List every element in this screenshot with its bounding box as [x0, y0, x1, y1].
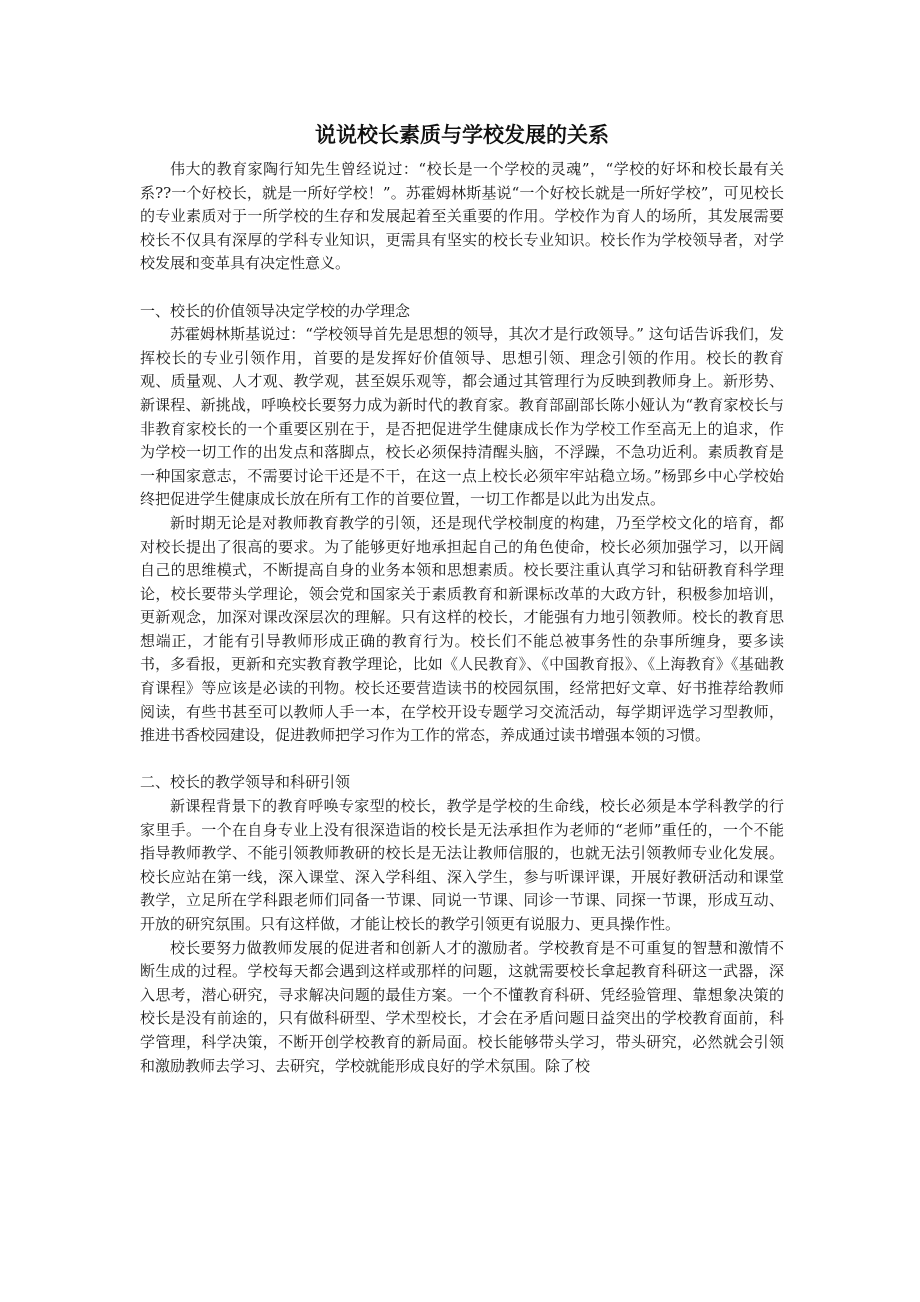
section-2-heading: 二、校长的教学领导和科研引领	[140, 773, 351, 792]
section-1-paragraph-1: 苏霍姆林斯基说过：“学校领导首先是思想的领导，其次才是行政领导。” 这句话告诉我们，发挥校长的专业引领作用，首要的是发挥好价值领导、思想引领、理念引领的作用。校长的教育观、质量观、人才观、教学观，甚至娱乐观等，都会通过其管理行为反映到教师身上。新形势、新课程、新挑战，呼唤校长要努力成为新时代的教育家。教育部副部长陈小娅认为“教育家校长与非教育家校长的一个重要区别在于，是否把促进学生健康成长作为学校工作至高无上的追求，作为学校一切工作的出发点和落脚点，校长必须保持清醒头脑，不浮躁，不急功近利。素质教育是一种国家意志，不需要讨论干还是不干，在这一点上校长必须牢牢站稳立场。”杨郢乡中心学校始终把促进学生健康成长放在所有工作的首要位置，一切工作都是以此为出发点。	[140, 325, 784, 509]
section-1-paragraph-2: 新时期无论是对教师教育教学的引领，还是现代学校制度的构建，乃至学校文化的培育，都对校长提出了很高的要求。为了能够更好地承担起自己的角色使命，校长必须加强学习，以开阔自己的思维模式，不断提高自身的业务本领和思想素质。校长要注重认真学习和钻研教育科学理论，校长要带头学理论，领会党和国家关于素质教育和新课标改革的大政方针，积极参加培训，更新观念，加深对课改深层次的理解。只有这样的校长，才能强有力地引领教师。校长的教育思想端正，才能有引导教师形成正确的教育行为。校长们不能总被事务性的杂事所缠身，要多读书，多看报，更新和充实教育教学理论，比如《人民教育》、《中国教育报》、《上海教育》《基础教育课程》等应该是必读的刊物。校长还要营造读书的校园氛围，经常把好文章、好书推荐给教师阅读，有些书甚至可以教师人手一本，在学校开设专题学习交流活动，每学期评选学习型教师，推进书香校园建设，促进教师把学习作为工作的常态，养成通过读书增强本领的习惯。	[140, 513, 784, 745]
document-title: 说说校长素质与学校发展的关系	[315, 123, 609, 147]
document-page	[140, 118, 784, 1078]
section-2-paragraph-2: 校长要努力做教师发展的促进者和创新人才的激励者。学校教育是不可重复的智慧和激情不断生成的过程。学校每天都会遇到这样或那样的问题，这就需要校长拿起教育科研这一武器，深入思考，潜心研究，寻求解决问题的最佳方案。一个不懂教育科研、凭经验管理、靠想象决策的校长是没有前途的，只有做科研型、学术型校长，才会在矛盾问题日益突出的学校教育面前，科学管理，科学决策，不断开创学校教育的新局面。校长能够带头学习，带头研究，必然就会引领和激励教师去学习、去研究，学校就能形成良好的学术氛围。除了校	[140, 938, 784, 1075]
paragraph-gap	[140, 748, 784, 772]
paragraph-gap	[140, 276, 784, 300]
section-2-paragraph-1: 新课程背景下的教育呼唤专家型的校长，教学是学校的生命线，校长必须是本学科教学的行家里手。一个在自身专业上没有很深造诣的校长是无法承担作为老师的“老师”重任的，一个不能指导教师教学、不能引领教师教研的校长是无法让教师信服的，也就无法引领教师专业化发展。校长应站在第一线，深入课堂、深入学科组、深入学生，参与听课评课，开展好教研活动和课堂教学，立足所在学科跟老师们同备一节课、同说一节课、同诊一节课、同探一节课，形成互动、开放的研究氛围。只有这样做，才能让校长的教学引领更有说服力、更具操作性。	[140, 797, 784, 933]
section-1-heading: 一、校长的价值领导决定学校的办学理念	[140, 301, 411, 320]
intro-paragraph: 伟大的教育家陶行知先生曾经说过：“校长是一个学校的灵魂”，“学校的好坏和校长最有关系??一个好校长，就是一所好学校！”。苏霍姆林斯基说“一个好校长就是一所好学校”，可见校长的专业素质对于一所学校的生存和发展起着至关重要的作用。学校作为育人的场所，其发展需要校长不仅具有深厚的学科专业知识，更需具有坚实的校长专业知识。校长作为学校领导者，对学校发展和变革具有决定性意义。	[140, 160, 784, 273]
